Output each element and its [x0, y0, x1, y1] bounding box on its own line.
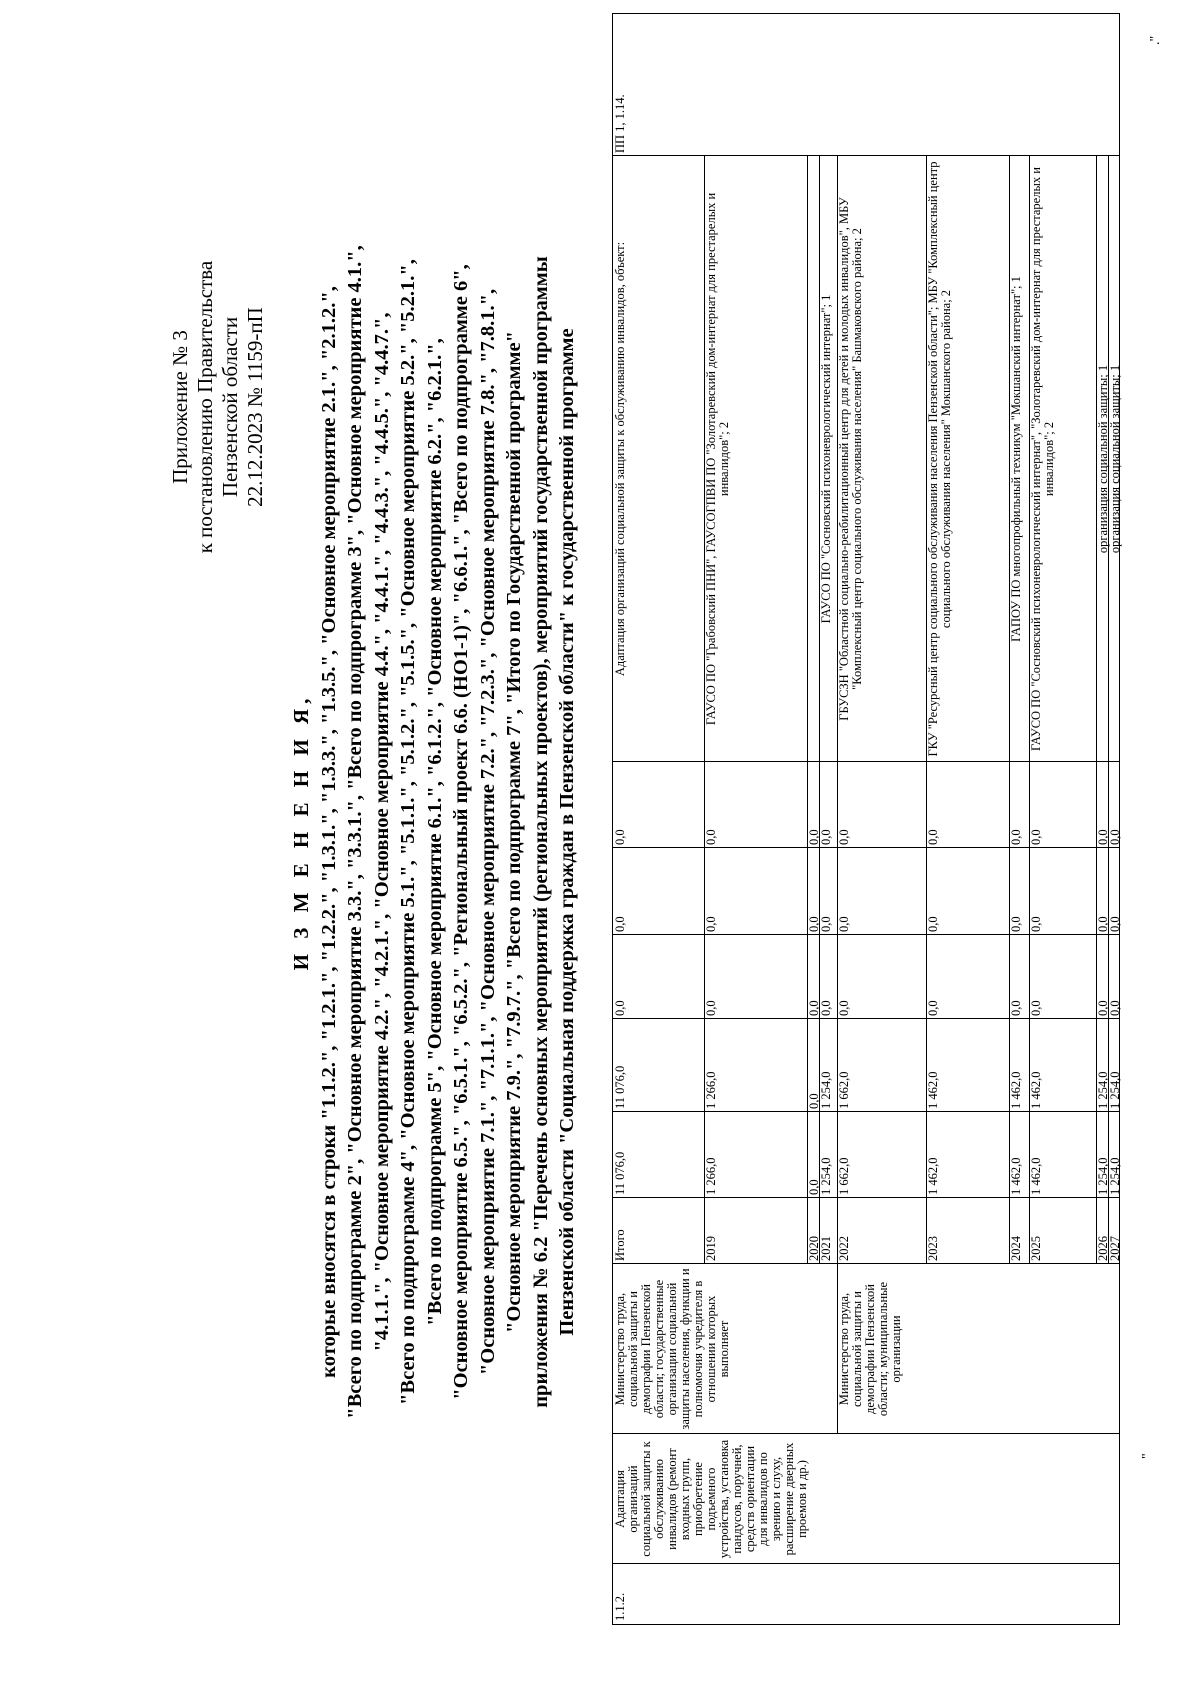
regional-budget-cell: 1 266,0: [704, 1071, 718, 1109]
local-budget-cell: 0,0: [1096, 916, 1110, 932]
heading-line: которые вносятся в строки "1.1.2.", "1.2.1.", "1.2.2.", "1.3.1.", "1.3.3.", "1.3.5.", "Основное мероприятие 2.1.", "2.1.2.",: [317, 286, 340, 1378]
total-amount-cell: 1 266,0: [704, 1157, 718, 1195]
executor-primary: Министерство труда, социальной защиты и демографии Пензенской области; государственные организации социальной защиты населения, функции и полномочия учредителя в отношении которых выполняет: [613, 1268, 731, 1430]
total-amount-cell: 1 662,0: [837, 1157, 851, 1195]
year-cell: 2024: [1009, 1236, 1023, 1261]
result-cell: ГКУ "Ресурсный центр социального обслуживания населения Пензенской области"; МБУ "Комплексный центр социального обслуживания населения" Мокшанского района; 2: [926, 161, 953, 757]
other-sources-cell: 0,0: [1108, 829, 1122, 845]
local-budget-cell: 0,0: [926, 916, 940, 932]
program-reference: ПП 1, 1.14.: [613, 94, 627, 153]
federal-budget-cell: 0,0: [807, 1000, 821, 1016]
federal-budget-cell: 0,0: [1096, 1000, 1110, 1016]
federal-budget-cell: 0,0: [613, 1000, 627, 1016]
result-cell: ГАУСО ПО "Сосновский психоневрологический интернат"; 1: [819, 294, 833, 624]
local-budget-cell: 0,0: [704, 916, 718, 932]
federal-budget-cell: 0,0: [819, 1000, 833, 1016]
year-cell: 2027: [1108, 1236, 1122, 1261]
year-cell: 2025: [1029, 1236, 1043, 1261]
year-cell: 2026: [1096, 1236, 1110, 1261]
opening-quote-mark: ": [1140, 1453, 1155, 1459]
measure-name: Адаптация организаций социальной защиты к обслуживанию инвалидов (ремонт входных групп, приобретение подъемного устройства, установка пандусов, поручней, средств ориентации для инвалидов по зрению и слуху, расширение дверных проемов и др.): [613, 1439, 809, 1559]
heading-line: "Всего по подпрограмме 4", "Основное мероприятие 5.1.", "5.1.1.", "5.1.2.", "5.1.5.", "Основное мероприятие 5.2.", "5.2.1.",: [397, 259, 419, 1405]
heading-line: "Основное мероприятие 6.5.", "6.5.1.", "6.5.2.", "Региональный проект 6.6. (НО1-1)", "6.6.1.", "Всего по подпрограмме 6",: [450, 264, 472, 1400]
other-sources-cell: 0,0: [1029, 829, 1043, 845]
total-amount-cell: 0,0: [807, 1179, 821, 1195]
measures-table: [612, 13, 1120, 1625]
local-budget-cell: 0,0: [1108, 916, 1122, 932]
appendix-line: 22.12.2023 № 1159-пП: [243, 307, 267, 507]
local-budget-cell: 0,0: [1029, 916, 1043, 932]
federal-budget-cell: 0,0: [1009, 1000, 1023, 1016]
local-budget-cell: 0,0: [1009, 916, 1023, 932]
other-sources-cell: 0,0: [807, 829, 821, 845]
total-amount-cell: 1 254,0: [1096, 1157, 1110, 1195]
row-number: 1.1.2.: [613, 1592, 627, 1621]
total-amount-cell: 1 462,0: [1029, 1157, 1043, 1195]
regional-budget-cell: 1 462,0: [1029, 1071, 1043, 1109]
result-cell: Адаптация организаций социальной защиты к обслуживанию инвалидов, объект:: [613, 241, 627, 677]
local-budget-cell: 0,0: [819, 916, 833, 932]
other-sources-cell: 0,0: [837, 829, 851, 845]
year-cell: 2022: [837, 1236, 851, 1261]
other-sources-cell: 0,0: [704, 829, 718, 845]
year-cell: 2019: [704, 1236, 718, 1261]
result-cell: ГБУСЗН "Областной социально-реабилитационный центр для детей и молодых инвалидов", МБУ "Комплексный центр социального обслуживания населения" Башмаковского района; 2: [837, 197, 864, 721]
total-amount-cell: 1 254,0: [1108, 1157, 1122, 1195]
closing-quote-mark: .": [1148, 35, 1163, 45]
document-heading: [288, 52, 581, 1612]
year-cell: 2023: [926, 1236, 940, 1261]
appendix-line: Приложение № 3: [168, 330, 192, 484]
regional-budget-cell: 1 662,0: [837, 1071, 851, 1109]
result-cell: ГАПОУ ПО многопрофильный техникум "Мокшанский интернат"; 1: [1009, 276, 1023, 642]
other-sources-cell: 0,0: [613, 829, 627, 845]
total-amount-cell: 11 076,0: [613, 1151, 627, 1195]
local-budget-cell: 0,0: [613, 916, 627, 932]
total-amount-cell: 1 462,0: [1009, 1157, 1023, 1195]
heading-line: "Основное мероприятие 7.1.", "7.1.1.", "Основное мероприятие 7.2.", "7.2.3.", "Основное мероприятие 7.8.", "7.8.1.",: [476, 288, 499, 1376]
result-cell: ГАУСО ПО "Грабовский ПНИ", ГАУСОГПВИ ПО "Золотаревский дом-интернат для престарелых и инвалидов"; 2: [704, 192, 731, 726]
total-amount-cell: 1 462,0: [926, 1157, 940, 1195]
other-sources-cell: 0,0: [1009, 829, 1023, 845]
year-cell: 2020: [807, 1236, 821, 1261]
other-sources-cell: 0,0: [819, 829, 833, 845]
appendix-header: [168, 127, 268, 687]
federal-budget-cell: 0,0: [926, 1000, 940, 1016]
regional-budget-cell: 1 462,0: [1009, 1071, 1023, 1109]
heading-line: "Всего по подпрограмме 5", "Основное мероприятие 6.1.", "6.1.2.", "Основное мероприятие 6.2.", "6.2.1.",: [423, 338, 446, 1326]
local-budget-cell: 0,0: [807, 916, 821, 932]
appendix-line: к постановлению Правительства: [193, 260, 217, 554]
heading-line: "4.1.1.", "Основное мероприятие 4.2.", "4.2.1.", "Основное мероприятие 4.4.", "4.4.1.", "4.4.3.", "4.4.5.", "4.4.7.",: [370, 312, 393, 1352]
heading-line: "Основное мероприятие 7.9.", "7.9.7.", "Всего по подпрограмме 7", "Итого по Государственной программе": [503, 331, 525, 1333]
result-cell: организация социальной защиты; 1: [1096, 364, 1110, 554]
executor-secondary: Министерство труда, социальной защиты и демографии Пензенской области; муниципальные организации: [837, 1281, 903, 1417]
heading-line: приложения № 6.2 "Перечень основных мероприятий (региональных проектов), мероприятий государственной программы: [529, 256, 552, 1408]
result-cell: ГАУСО ПО "Сосновский психоневрологический интернат", "Золотаревский дом-интернат для престарелых и инвалидов"; 2: [1029, 167, 1056, 751]
federal-budget-cell: 0,0: [1029, 1000, 1043, 1016]
federal-budget-cell: 0,0: [1108, 1000, 1122, 1016]
other-sources-cell: 0,0: [926, 829, 940, 845]
other-sources-cell: 0,0: [1096, 829, 1110, 845]
result-cell: [807, 156, 819, 762]
regional-budget-cell: 1 254,0: [1096, 1071, 1110, 1109]
regional-budget-cell: 1 254,0: [1108, 1071, 1122, 1109]
year-cell: Итого: [613, 1229, 627, 1261]
year-cell: 2021: [819, 1236, 833, 1261]
result-cell: организация социальной защиты; 1: [1108, 364, 1122, 554]
regional-budget-cell: 11 076,0: [613, 1065, 627, 1109]
regional-budget-cell: 1 254,0: [819, 1071, 833, 1109]
regional-budget-cell: 0,0: [807, 1093, 821, 1109]
heading-line: "Всего по подпрограмме 2", "Основное мероприятие 3.3.", "3.3.1.", "Всего по подпрограмме 3", "Основное мероприятие 4.1.",: [344, 245, 366, 1419]
heading-title: И З М Е Н Е Н И Я,: [289, 693, 313, 971]
federal-budget-cell: 0,0: [837, 1000, 851, 1016]
appendix-line: Пензенской области: [218, 316, 242, 498]
regional-budget-cell: 1 462,0: [926, 1071, 940, 1109]
federal-budget-cell: 0,0: [704, 1000, 718, 1016]
local-budget-cell: 0,0: [837, 916, 851, 932]
total-amount-cell: 1 254,0: [819, 1157, 833, 1195]
heading-line: Пензенской области "Социальная поддержка граждан в Пензенской области" к государственной программе: [556, 328, 578, 1336]
